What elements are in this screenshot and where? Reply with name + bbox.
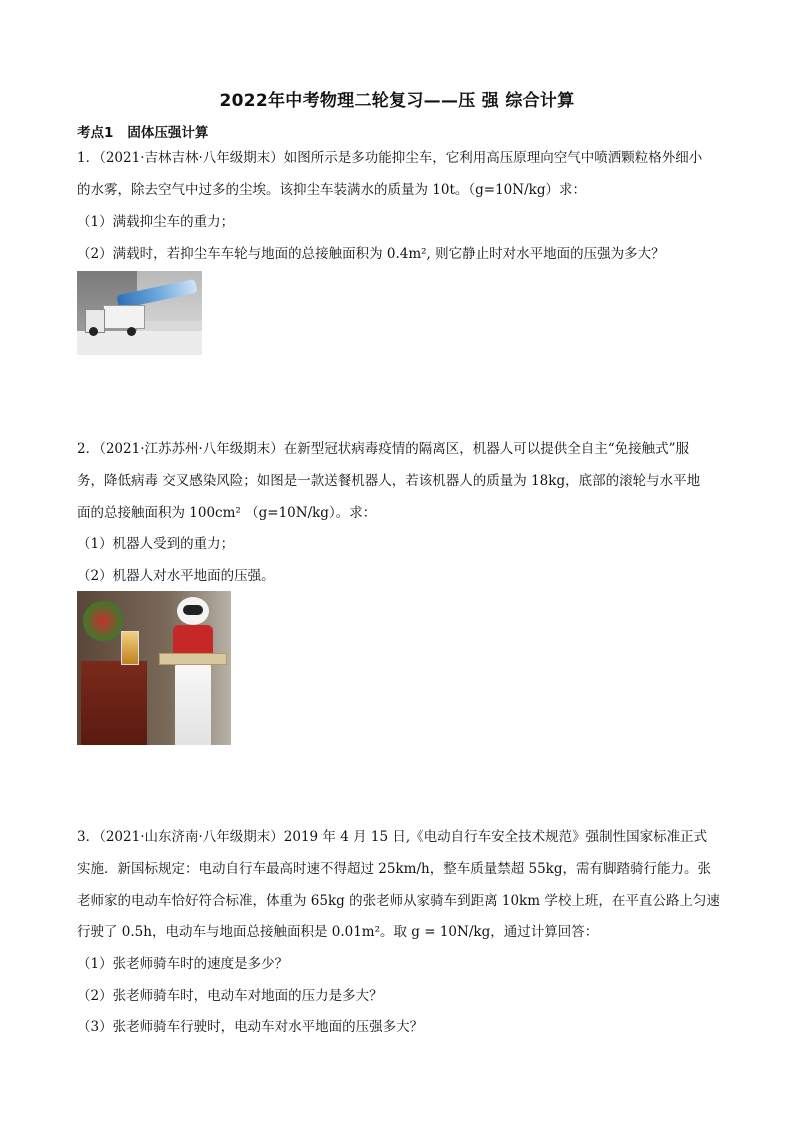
q2-line-2: 务，降低病毒 交叉感染风险；如图是一款送餐机器人，若该机器人的质量为 18kg，底部的滚轮与水平地: [77, 473, 701, 489]
q1-line-2: 的水雾，除去空气中过多的尘埃。该抑尘车装满水的质量为 10t。（g=10N/kg）求：: [77, 182, 586, 198]
q1-part-1: （1）满载抑尘车的重力；: [77, 214, 235, 230]
q2-part-1: （1）机器人受到的重力；: [77, 536, 235, 552]
q2-part-2: （2）机器人对水平地面的压强。: [77, 568, 275, 584]
q3-line-4: 行驶了 0.5h，电动车与地面总接触面积是 0.01m²。取 g = 10N/kg，通过计算回答：: [77, 924, 599, 940]
q3-line-2: 实施．新国标规定：电动自行车最高时速不得超过 25km/h，整车质量禁超 55kg，需有脚踏骑行能力。张: [77, 861, 711, 877]
q2-line-1: 2．（2021·江苏苏州·八年级期末）在新型冠状病毒疫情的隔离区，机器人可以提供全自主“免接触式”服: [77, 441, 690, 457]
q3-part-2: （2）张老师骑车时，电动车对地面的压力是多大？: [77, 988, 383, 1004]
section-heading: [77, 121, 208, 141]
delivery-robot-photo: [77, 591, 231, 745]
q3-line-1: 3．（2021·山东济南·八年级期末）2019 年 4 月 15 日,《电动自行车安全技术规范》强制性国家标准正式: [77, 829, 708, 845]
q1-part-2: （2）满载时，若抑尘车车轮与地面的总接触面积为 0.4m², 则它静止时对水平地面的压强为多大？: [77, 246, 665, 262]
dust-suppression-truck-photo: [77, 271, 202, 355]
q2-line-3: 面的总接触面积为 100cm² （g=10N/kg）。求：: [77, 505, 377, 521]
q3-part-3: （3）张老师骑车行驶时，电动车对水平地面的压强多大？: [77, 1019, 424, 1035]
q1-line-1: 1．（2021·吉林吉林·八年级期末）如图所示是多功能抑尘车，它利用高压原理向空气中喷洒颗粒格外细小: [77, 150, 703, 166]
section-name: 固体压强计算: [127, 125, 209, 141]
page-title: 2022年中考物理二轮复习——压 强 综合计算: [219, 91, 575, 111]
q3-line-3: 老师家的电动车恰好符合标准，体重为 65kg 的张老师从家骑车到距离 10km 学校上班，在平直公路上匀速: [77, 893, 720, 909]
q3-part-1: （1）张老师骑车时的速度是多少？: [77, 956, 289, 972]
section-label: 考点1: [77, 125, 114, 141]
